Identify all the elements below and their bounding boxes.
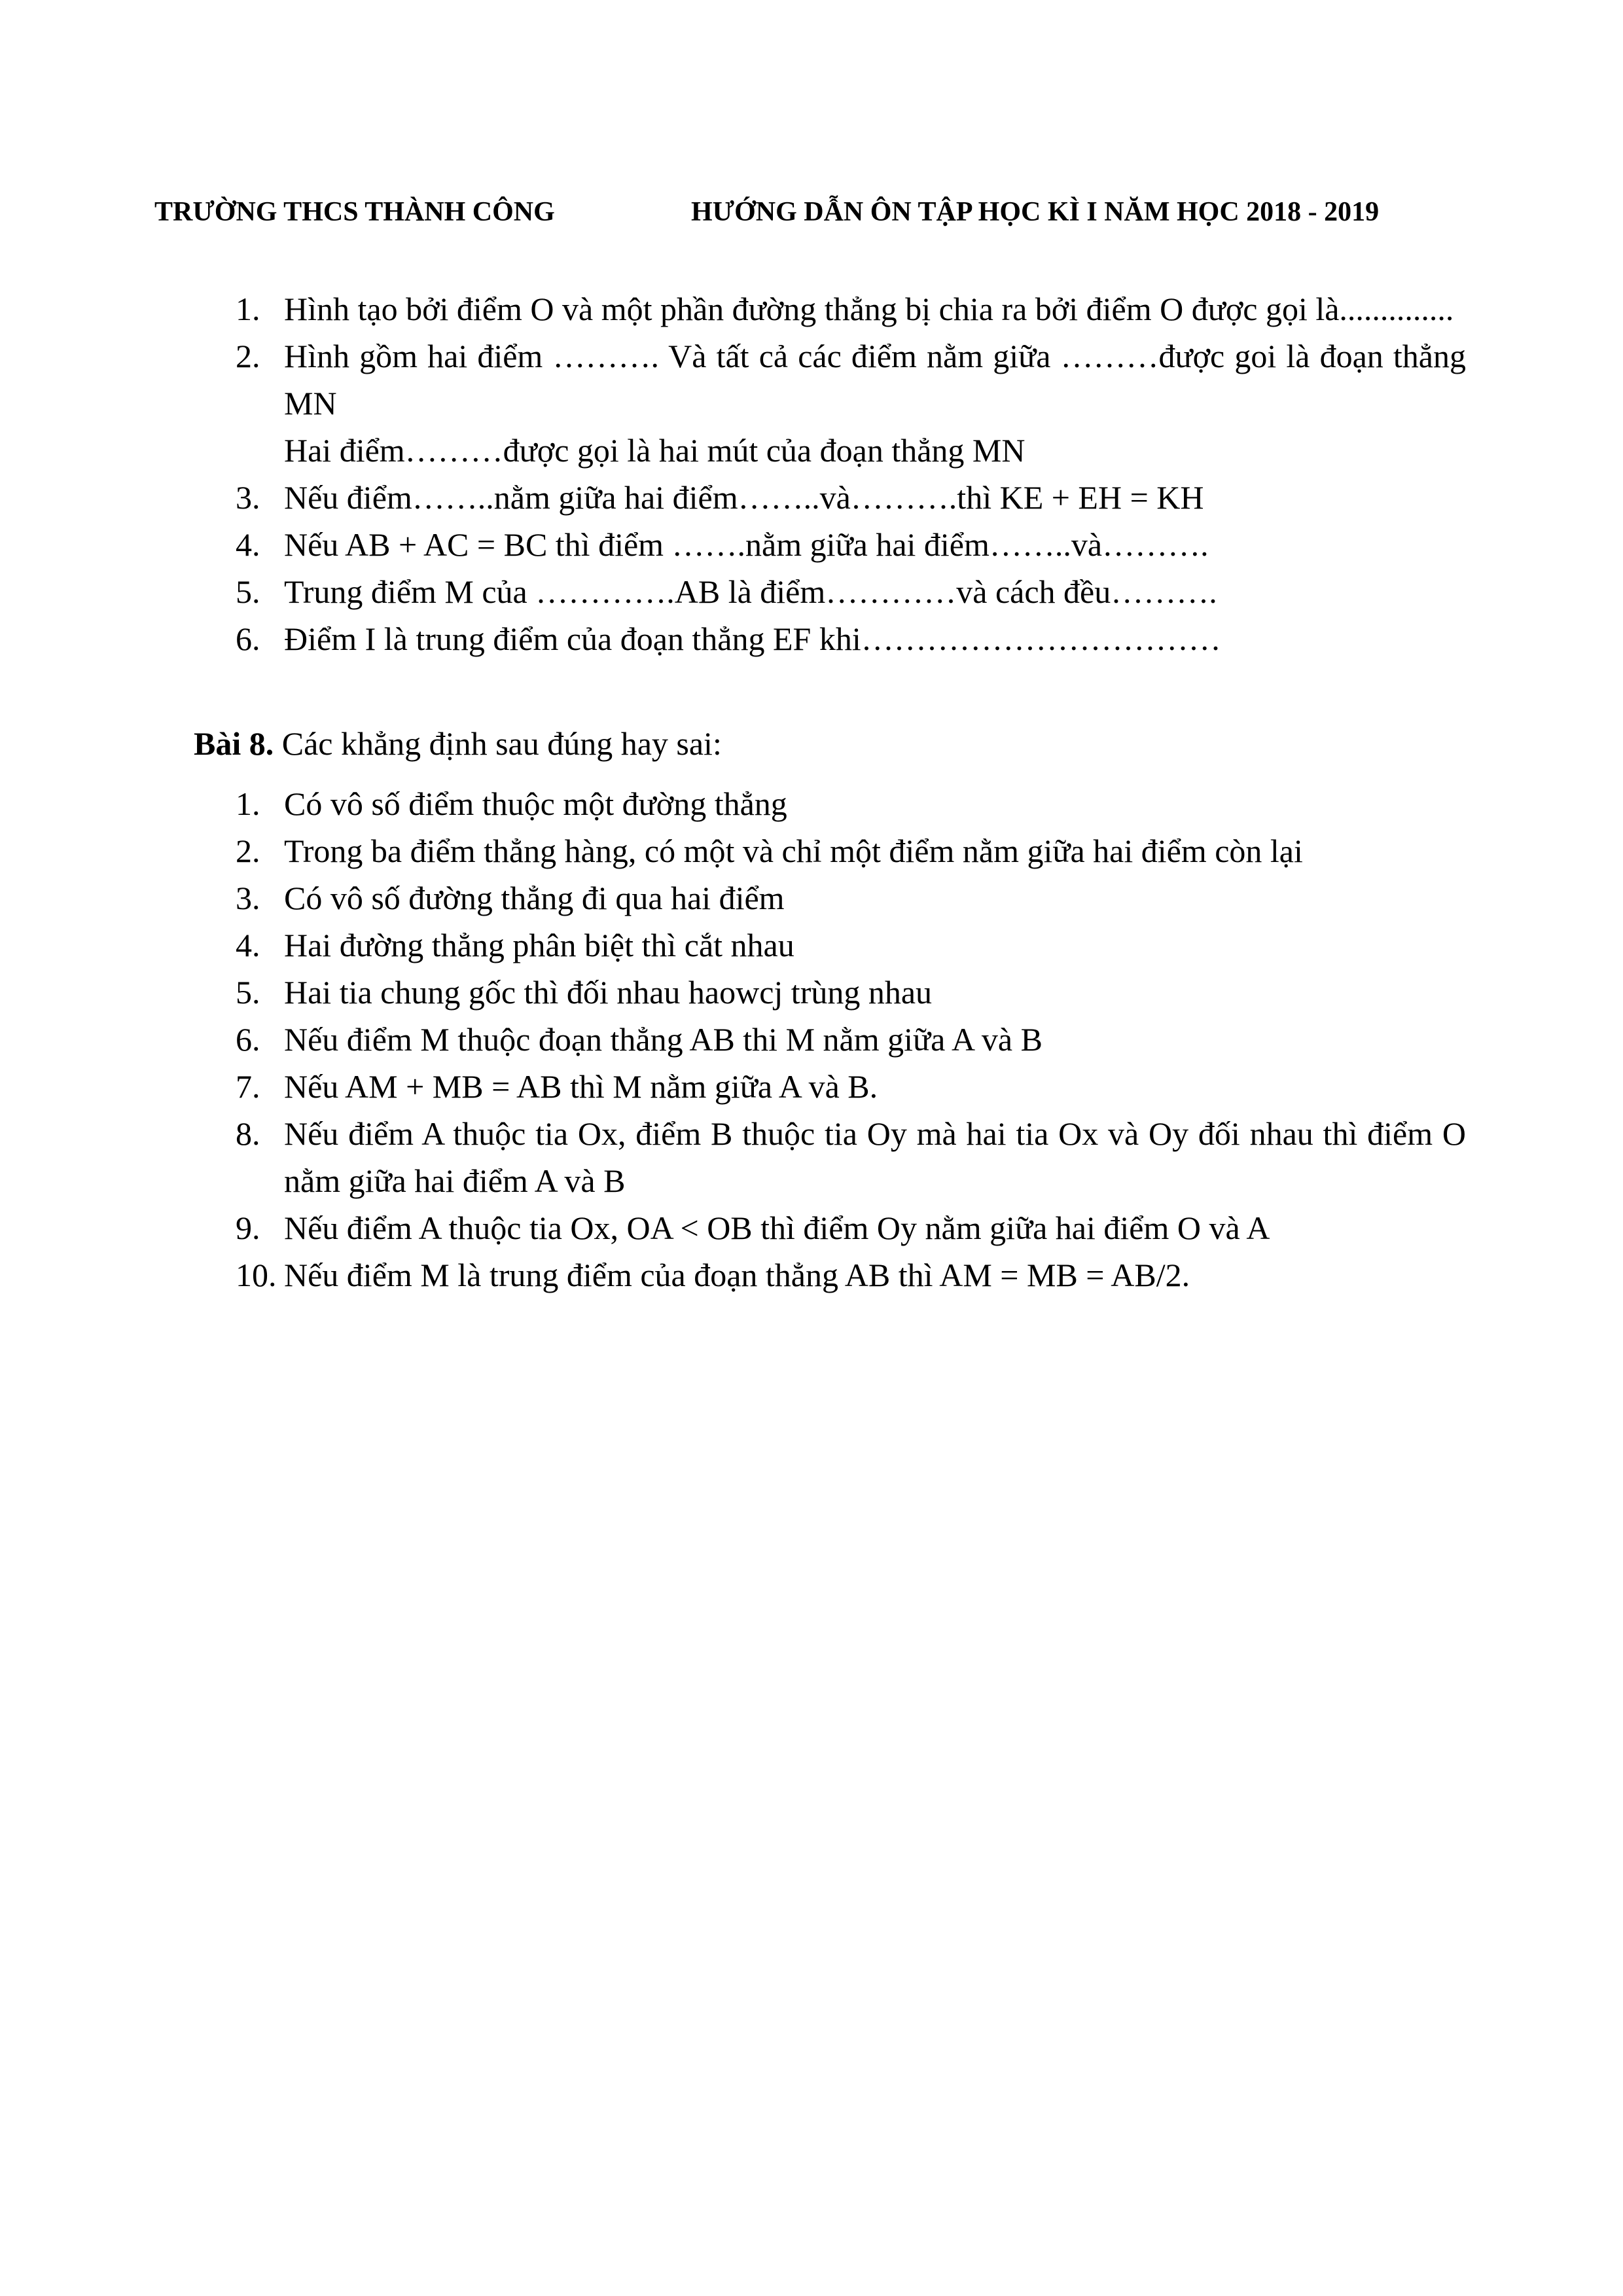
exercise-label: Bài 8. xyxy=(194,725,274,762)
list-item xyxy=(0,827,1623,874)
item-number: 1. xyxy=(236,291,260,327)
list-item xyxy=(0,332,1623,474)
item-text: Nếu điểm M thuộc đoạn thẳng AB thi M nằm giữa A và B xyxy=(284,1021,1043,1058)
item-text: Hình tạo bởi điểm O và một phần đường thẳng bị chia ra bởi điểm O được gọi là.............. xyxy=(284,291,1454,327)
fill-in-list xyxy=(0,285,1623,662)
list-item xyxy=(0,969,1623,1016)
exercise-heading xyxy=(194,720,722,767)
item-number: 5. xyxy=(236,974,260,1011)
item-number: 8. xyxy=(236,1115,260,1152)
document-title: HƯỚNG DẪN ÔN TẬP HỌC KÌ I NĂM HỌC 2018 - 2019 xyxy=(691,197,1380,227)
item-number: 9. xyxy=(236,1210,260,1246)
item-number: 2. xyxy=(236,338,260,374)
item-text: Hai đường thẳng phân biệt thì cắt nhau xyxy=(284,927,794,963)
item-text: Nếu AB + AC = BC thì điểm …….nằm giữa hai điểm……..và………. xyxy=(284,526,1209,563)
list-item xyxy=(0,568,1623,615)
list-item xyxy=(0,1251,1623,1299)
item-number: 6. xyxy=(236,1021,260,1058)
list-item xyxy=(0,1110,1623,1204)
list-item xyxy=(0,874,1623,922)
item-number: 3. xyxy=(236,479,260,516)
item-text: Hình gồm hai điểm ………. Và tất cả các điểm nằm giữa ………được goi là đoạn thẳng MN xyxy=(284,338,1466,422)
item-number: 4. xyxy=(236,526,260,563)
item-text: Hai tia chung gốc thì đối nhau haowcj trùng nhau xyxy=(284,974,933,1011)
item-text: Nếu điểm A thuộc tia Ox, OA < OB thì điểm Oy nằm giữa hai điểm O và A xyxy=(284,1210,1270,1246)
item-text: Nếu AM + MB = AB thì M nằm giữa A và B. xyxy=(284,1068,878,1105)
list-item xyxy=(0,1063,1623,1110)
item-text: Trung điểm M của ………….AB là điểm…………và cách đều………. xyxy=(284,573,1217,610)
item-number: 7. xyxy=(236,1068,260,1105)
item-number: 5. xyxy=(236,573,260,610)
item-number: 2. xyxy=(236,833,260,869)
school-name: TRƯỜNG THCS THÀNH CÔNG xyxy=(154,197,555,227)
item-text: Nếu điểm A thuộc tia Ox, điểm B thuộc tia Oy mà hai tia Ox và Oy đối nhau thì điểm O nằm giữa hai điểm A và B xyxy=(284,1115,1466,1199)
item-text: Có vô số điểm thuộc một đường thẳng xyxy=(284,785,787,822)
statements-list xyxy=(0,780,1623,1299)
item-number: 10. xyxy=(236,1257,277,1293)
item-number: 6. xyxy=(236,620,260,657)
list-item xyxy=(0,1016,1623,1063)
list-item xyxy=(0,615,1623,662)
list-item xyxy=(0,285,1623,332)
list-item xyxy=(0,474,1623,521)
item-text: Nếu điểm M là trung điểm của đoạn thẳng AB thì AM = MB = AB/2. xyxy=(284,1257,1190,1293)
item-number: 1. xyxy=(236,785,260,822)
item-number: 4. xyxy=(236,927,260,963)
item-text: Điểm I là trung điểm của đoạn thẳng EF khi…………………………… xyxy=(284,620,1221,657)
item-text: Trong ba điểm thẳng hàng, có một và chỉ một điểm nằm giữa hai điểm còn lại xyxy=(284,833,1303,869)
list-item xyxy=(0,1204,1623,1251)
exercise-prompt: Các khẳng định sau đúng hay sai: xyxy=(281,725,722,762)
item-text: Nếu điểm……..nằm giữa hai điểm……..và……….thì KE + EH = KH xyxy=(284,479,1204,516)
item-number: 3. xyxy=(236,880,260,916)
list-item xyxy=(0,521,1623,568)
item-text: Có vô số đường thẳng đi qua hai điểm xyxy=(284,880,785,916)
list-item xyxy=(0,922,1623,969)
item-continuation: Hai điểm………được gọi là hai mút của đoạn thẳng MN xyxy=(284,432,1026,469)
list-item xyxy=(0,780,1623,827)
